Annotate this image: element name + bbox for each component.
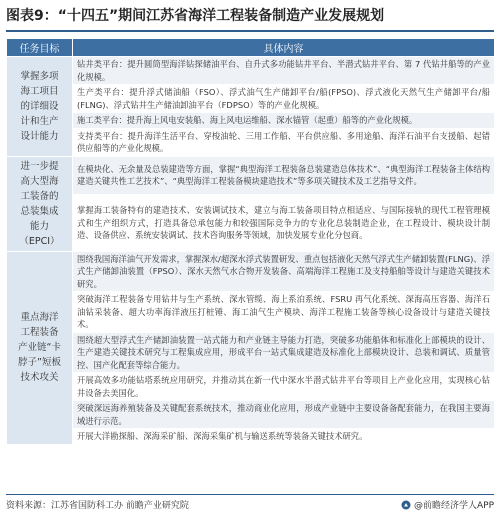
table-row: [7, 401, 495, 429]
content-cell: 围绕我国海洋油气开发需求，掌握深水/超深水浮式装置研发、重点包括液化天然气浮式生产储卸装置(FLNG)、浮式生产储卸油装置（FPSO）、深水天然气水合物开发装备、高端海洋工程施工及支持船舶等设计与建造关键技术研究。: [73, 251, 495, 292]
title-divider: [6, 30, 494, 32]
goal-cell: 进一步提高大型海工装备的总装集成能力（EPCI）: [7, 156, 73, 251]
brand-credit: [401, 498, 494, 511]
content-cell: 钻井类平台：提升圆筒型海洋钻探储油平台、自升式多功能钻井平台、半潜式钻井平台、第 7 代钻井船等的产业化规模。: [73, 57, 495, 85]
content-cell: 开展大洋勘探船、深海采矿船、深海采集矿机与输送系统等装备关键技术研究。: [73, 429, 495, 445]
table-row: [7, 373, 495, 401]
table-row: [7, 292, 495, 333]
header-content: 具体内容: [73, 39, 495, 57]
goal-cell: 重点海洋工程装备产业链“卡脖子”短板技术攻关: [7, 251, 73, 444]
source-note: 资料来源：江苏省国防科工办 前瞻产业研究院: [6, 501, 189, 511]
table-row: [7, 85, 495, 113]
content-cell: 生产类平台：提升浮式储油船（FSO）、浮式油气生产储卸平台/船(FPSO)、浮式液化天然气生产储卸平台/船(FLNG)、浮式钻井生产储油卸油平台（FDPSO）等的产业化规模。: [73, 85, 495, 113]
content-cell: 施工类平台：提升海上风电安装船、海上风电运维船、深水锚管（起重）船等的产业化规模。: [73, 113, 495, 129]
content-cell: 开展高效多功能钻塔系统应用研究，并推动其在新一代中深水半潜式钻井平台等项目上产业化应用，实现核心钻井设备去美国化。: [73, 373, 495, 401]
table-row: [7, 113, 495, 129]
goal-cell: 掌握多项海工项目的详细设计和生产设计能力: [7, 57, 73, 157]
content-cell: 突破深远海养殖装备及关键配套系统技术，推动商业化应用，形成产业链中主要设备备配套能力，在我国主要海域进行示范。: [73, 401, 495, 429]
table-row: [7, 332, 495, 373]
content-cell: 围绕超大型浮式生产储卸油装置一站式能力和产业链主导能力打造，突破多功能船体和标准化上部模块的设计、生产建造关键技术研究与工程集成应用，形成平台一站式集成建造及标准化上部模块设计、总装和调试、质量管控、国产化配套等综合能力。: [73, 332, 495, 373]
footer-divider: [6, 494, 494, 495]
table-row: [7, 57, 495, 85]
content-cell: 掌握海工装备特有的建造技术、安装调试技术，建立与海工装备项目特点相适应、与国际接轨的现代工程管理模式和生产组织方式，打造具备总承包能力和较强国际竞争力的专业化总装制造企业，在工程设计、模块设计制造、设备供应、系统安装调试、技术咨询服务等领域，加快发展专业化分包商。: [73, 195, 495, 251]
table-row: [7, 251, 495, 292]
table-row: [7, 156, 495, 195]
brand-text: @前瞻经济学人APP: [413, 501, 494, 511]
header-goal: 任务目标: [7, 39, 73, 57]
plan-table: [6, 38, 495, 445]
content-cell: 突破海洋工程装备专用钻井与生产系统、深水管缆、海上系泊系统、FSRU 再气化系统、深海高压容器、海洋石油钻采装备、超大功率海洋液压打桩锤、海工油气生产模块、海洋工程施工装备等核心设备设计与建造关键技术。: [73, 292, 495, 333]
table-row: [7, 429, 495, 445]
table-header-row: [7, 39, 495, 57]
footer: [6, 498, 494, 512]
table-row: [7, 128, 495, 156]
content-cell: 支持类平台：提升海洋生活平台、穿梭油轮、三用工作船、平台供应船、多用途船、海洋石油平台支援船、起错供应船等的产业化规模。: [73, 128, 495, 156]
brand-logo-icon: [401, 500, 411, 510]
table-row: [7, 195, 495, 251]
page-title: 图表9：“十四五”期间江苏省海洋工程装备制造产业发展规划: [6, 8, 385, 24]
content-cell: 在模块化、无余量及总装建造等方面，掌握“典型海洋工程装备总装建造总体技术”、“典型海洋工程装备主体结构建造关键共性工艺技术”、“典型海洋工程装备模块建造技术”等多项关键技术及工艺指导文件。: [73, 156, 495, 195]
